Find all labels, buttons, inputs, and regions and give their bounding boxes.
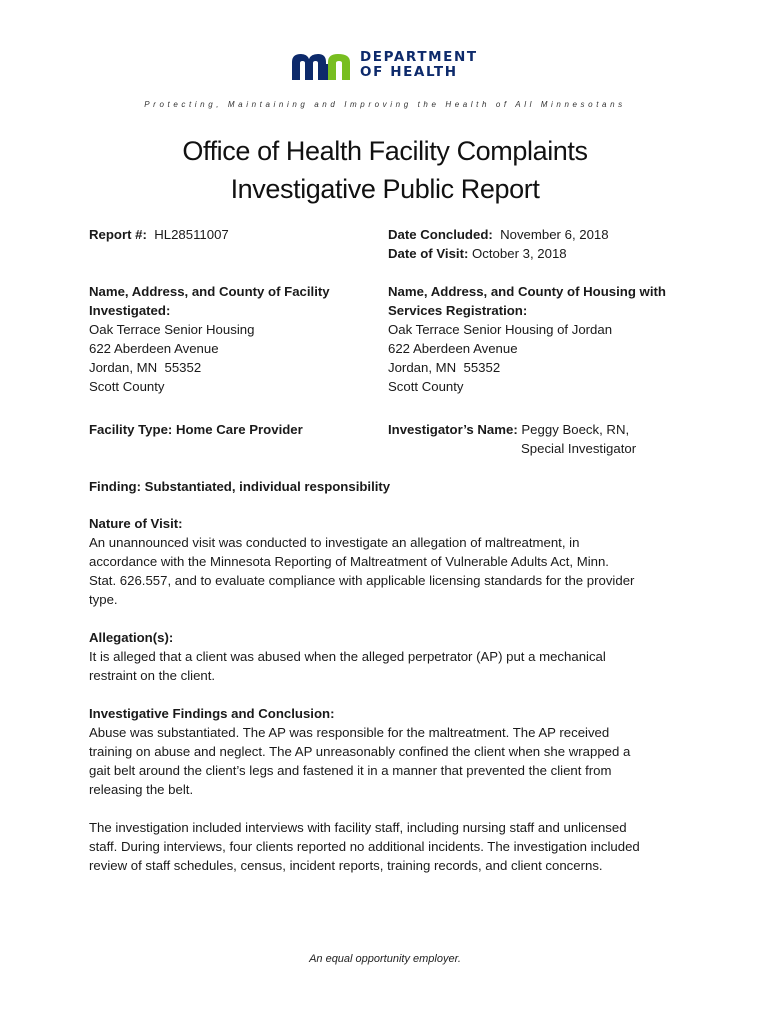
- facility-heading-2: Investigated:: [89, 303, 171, 318]
- allegations-heading: Allegation(s):: [89, 630, 174, 645]
- date-concluded-label: Date Concluded:: [388, 227, 493, 242]
- housing-heading-1: Name, Address, and County of Housing with: [388, 284, 666, 299]
- nature-of-visit-heading: Nature of Visit:: [89, 516, 183, 531]
- facility-heading-1: Name, Address, and County of Facility: [89, 284, 330, 299]
- finding: Finding: Substantiated, individual responsibility: [89, 479, 391, 494]
- footer-text: An equal opportunity employer.: [309, 953, 461, 965]
- nature-of-visit-section: [89, 514, 689, 609]
- facility-name: Oak Terrace Senior Housing: [89, 322, 255, 337]
- investigator-label: Investigator’s Name:: [388, 422, 518, 437]
- allegations-line: restraint on the client.: [89, 668, 216, 683]
- logo-line-department: DEPARTMENT: [360, 49, 478, 65]
- scope-line: staff. During interviews, four clients reported no additional incidents. The investigation included: [89, 839, 640, 854]
- housing-name: Oak Terrace Senior Housing of Jordan: [388, 322, 613, 337]
- scope-line: The investigation included interviews with facility staff, including nursing staff and unlicensed: [89, 820, 627, 835]
- investigator-title: Special Investigator: [521, 441, 637, 456]
- logo-line-of-health: OF HEALTH: [360, 64, 458, 80]
- findings-section: [89, 704, 689, 799]
- report-number: [89, 225, 389, 244]
- nature-of-visit-line: accordance with the Minnesota Reporting of Maltreatment of Vulnerable Adults Act, Minn.: [89, 554, 609, 569]
- facility-type: Facility Type: Home Care Provider: [89, 422, 303, 437]
- findings-heading: Investigative Findings and Conclusion:: [89, 706, 335, 721]
- department-logo: [290, 48, 478, 82]
- nature-of-visit-line: Stat. 626.557, and to evaluate compliance with applicable licensing standards for the provider: [89, 573, 635, 588]
- housing-block: [388, 282, 708, 396]
- allegations-section: [89, 628, 689, 685]
- facility-county: Scott County: [89, 379, 165, 394]
- title-line-2: Investigative Public Report: [230, 174, 540, 204]
- housing-city: Jordan, MN 55352: [388, 360, 501, 375]
- date-of-visit-value: October 3, 2018: [472, 246, 567, 261]
- facility-city: Jordan, MN 55352: [89, 360, 202, 375]
- findings-line: releasing the belt.: [89, 782, 194, 797]
- facility-block: [89, 282, 389, 396]
- investigator-name: Peggy Boeck, RN,: [521, 422, 630, 437]
- report-dates: [388, 225, 728, 263]
- nature-of-visit-line: type.: [89, 592, 118, 607]
- findings-line: Abuse was substantiated. The AP was responsible for the maltreatment. The AP received: [89, 725, 610, 740]
- report-number-label: Report #:: [89, 227, 147, 242]
- findings-line: gait belt around the client’s legs and fastened it in a manner that prevented the client from: [89, 763, 612, 778]
- housing-heading-2: Services Registration:: [388, 303, 528, 318]
- facility-street: 622 Aberdeen Avenue: [89, 341, 219, 356]
- findings-line: training on abuse and neglect. The AP unreasonably confined the client when she wrapped a: [89, 744, 631, 759]
- investigator-block: [388, 420, 708, 458]
- page-title: [0, 132, 770, 208]
- scope-line: review of staff schedules, census, incident reports, training records, and client concerns.: [89, 858, 603, 873]
- date-of-visit-label: Date of Visit:: [388, 246, 469, 261]
- date-concluded-value: November 6, 2018: [500, 227, 609, 242]
- tagline: Protecting, Maintaining and Improving the Health of All Minnesotans: [144, 100, 626, 109]
- allegations-line: It is alleged that a client was abused when the alleged perpetrator (AP) put a mechanical: [89, 649, 606, 664]
- report-number-value: HL28511007: [154, 227, 229, 242]
- housing-street: 622 Aberdeen Avenue: [388, 341, 518, 356]
- title-line-1: Office of Health Facility Complaints: [182, 136, 588, 166]
- investigation-scope-section: [89, 818, 689, 875]
- nature-of-visit-line: An unannounced visit was conducted to investigate an allegation of maltreatment, in: [89, 535, 580, 550]
- mn-logo-icon: [290, 50, 352, 80]
- housing-county: Scott County: [388, 379, 464, 394]
